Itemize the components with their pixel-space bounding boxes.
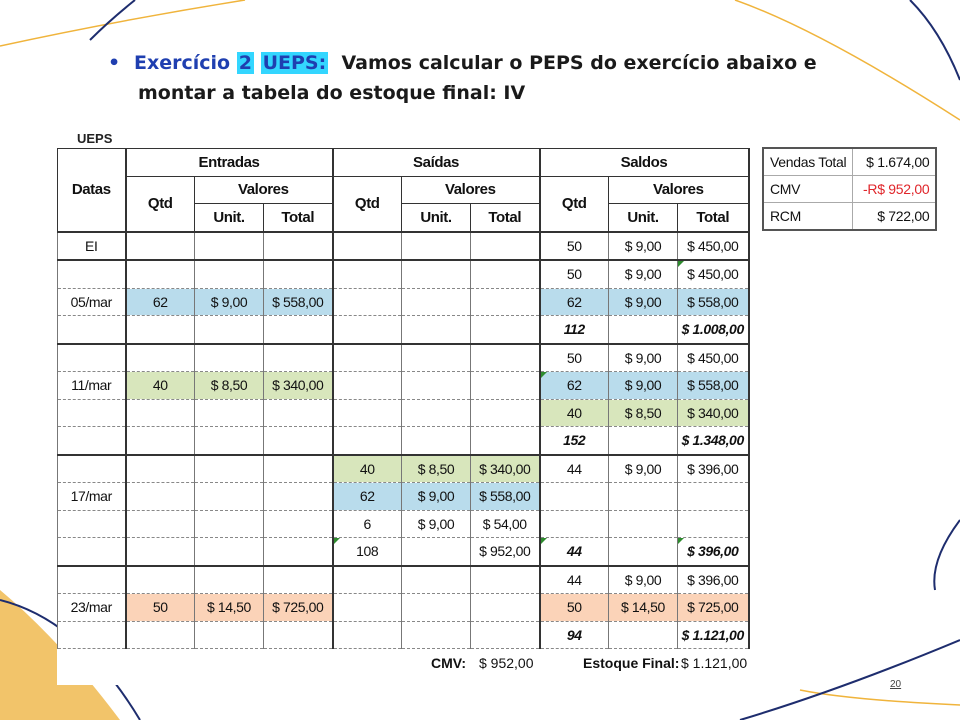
date-cell — [58, 316, 126, 344]
saldos-total-cell: $ 725,00 — [678, 594, 749, 622]
table-row — [58, 288, 749, 316]
saldos-total-cell — [678, 510, 749, 538]
saldos-total-cell: $ 1.008,00 — [678, 316, 749, 344]
entradas-qtd-cell — [126, 566, 195, 594]
saldos-unit-cell — [609, 316, 678, 344]
saidas-unit-cell — [402, 399, 471, 427]
saldos-total-cell: $ 396,00 — [678, 566, 749, 594]
entradas-qtd-cell — [126, 399, 195, 427]
saidas-total-cell — [471, 260, 540, 288]
vendas-total-label: Vendas Total — [763, 148, 853, 176]
header-saldos-valores: Valores — [609, 176, 749, 204]
header-saldos-total: Total — [678, 204, 749, 232]
table-row — [58, 483, 749, 511]
saldos-total-cell: $ 450,00 — [678, 260, 749, 288]
date-cell: 17/mar — [58, 483, 126, 511]
saidas-total-cell — [471, 232, 540, 261]
saldos-total-cell: $ 558,00 — [678, 372, 749, 400]
inventory-table — [57, 148, 750, 649]
saidas-unit-cell — [402, 566, 471, 594]
saldos-qtd-cell: 62 — [540, 288, 609, 316]
ueps-spreadsheet — [57, 123, 757, 685]
saidas-total-cell — [471, 372, 540, 400]
table-row — [58, 232, 749, 261]
entradas-unit-cell — [195, 538, 264, 566]
saidas-total-cell: $ 558,00 — [471, 483, 540, 511]
saldos-qtd-cell: 112 — [540, 316, 609, 344]
entradas-unit-cell — [195, 455, 264, 483]
entradas-total-cell — [264, 483, 333, 511]
sheet-title: UEPS — [77, 131, 113, 146]
saidas-unit-cell — [402, 316, 471, 344]
rcm-value: $ 722,00 — [853, 203, 937, 231]
entradas-unit-cell — [195, 316, 264, 344]
date-cell — [58, 344, 126, 372]
saidas-qtd-cell — [333, 427, 402, 455]
table-row — [58, 538, 749, 566]
entradas-qtd-cell — [126, 260, 195, 288]
saldos-unit-cell — [609, 427, 678, 455]
entradas-total-cell — [264, 316, 333, 344]
saidas-qtd-cell — [333, 372, 402, 400]
entradas-unit-cell: $ 8,50 — [195, 372, 264, 400]
header-saldos: Saldos — [540, 149, 749, 177]
entradas-unit-cell: $ 9,00 — [195, 288, 264, 316]
saldos-unit-cell: $ 9,00 — [609, 260, 678, 288]
bullet-icon: • — [108, 52, 121, 74]
saidas-total-cell — [471, 344, 540, 372]
entradas-unit-cell — [195, 399, 264, 427]
entradas-qtd-cell: 40 — [126, 372, 195, 400]
saldos-qtd-cell: 50 — [540, 260, 609, 288]
saldos-qtd-cell: 50 — [540, 344, 609, 372]
entradas-total-cell — [264, 510, 333, 538]
saldos-total-cell: $ 1.121,00 — [678, 621, 749, 649]
saidas-total-cell: $ 952,00 — [471, 538, 540, 566]
saidas-qtd-cell — [333, 316, 402, 344]
header-saldos-qtd: Qtd — [540, 176, 609, 232]
entradas-qtd-cell: 62 — [126, 288, 195, 316]
entradas-total-cell — [264, 399, 333, 427]
saldos-qtd-cell: 44 — [540, 455, 609, 483]
vendas-total-value: $ 1.674,00 — [853, 148, 937, 176]
saldos-qtd-cell: 50 — [540, 594, 609, 622]
saidas-unit-cell — [402, 288, 471, 316]
rcm-label: RCM — [763, 203, 853, 231]
table-row — [58, 260, 749, 288]
heading-instruction-line2: montar a tabela do estoque final: IV — [138, 82, 526, 104]
saidas-total-cell — [471, 621, 540, 649]
heading-instruction-line1: Vamos calcular o PEPS do exercício abaixo e — [341, 52, 817, 74]
saldos-qtd-cell: 94 — [540, 621, 609, 649]
saldos-unit-cell — [609, 538, 678, 566]
header-saidas-qtd: Qtd — [333, 176, 402, 232]
saidas-total-cell: $ 340,00 — [471, 455, 540, 483]
saidas-qtd-cell — [333, 260, 402, 288]
entradas-qtd-cell: 50 — [126, 594, 195, 622]
footer-cmv-value: $ 952,00 — [479, 655, 534, 671]
saldos-qtd-cell: 44 — [540, 566, 609, 594]
entradas-qtd-cell — [126, 316, 195, 344]
saidas-total-cell — [471, 399, 540, 427]
saidas-unit-cell: $ 9,00 — [402, 483, 471, 511]
saldos-total-cell: $ 396,00 — [678, 538, 749, 566]
entradas-total-cell — [264, 621, 333, 649]
table-row — [58, 372, 749, 400]
entradas-qtd-cell — [126, 455, 195, 483]
entradas-unit-cell — [195, 483, 264, 511]
saldos-qtd-cell: 50 — [540, 232, 609, 261]
footer-cmv-label: CMV: — [431, 655, 466, 671]
saldos-total-cell: $ 396,00 — [678, 455, 749, 483]
saldos-unit-cell: $ 9,00 — [609, 232, 678, 261]
saidas-unit-cell: $ 8,50 — [402, 455, 471, 483]
table-row — [58, 455, 749, 483]
saidas-total-cell — [471, 288, 540, 316]
entradas-unit-cell: $ 14,50 — [195, 594, 264, 622]
footer-estoque-label: Estoque Final: — [583, 655, 680, 671]
saldos-total-cell: $ 450,00 — [678, 232, 749, 261]
table-row — [58, 427, 749, 455]
saidas-qtd-cell — [333, 344, 402, 372]
saidas-qtd-cell — [333, 399, 402, 427]
entradas-total-cell — [264, 232, 333, 261]
saidas-total-cell — [471, 427, 540, 455]
header-saidas: Saídas — [333, 149, 540, 177]
header-entradas: Entradas — [126, 149, 333, 177]
saidas-qtd-cell: 62 — [333, 483, 402, 511]
saidas-unit-cell: $ 9,00 — [402, 510, 471, 538]
header-entradas-qtd: Qtd — [126, 176, 195, 232]
cmv-label: CMV — [763, 176, 853, 203]
entradas-qtd-cell — [126, 510, 195, 538]
saldos-unit-cell — [609, 621, 678, 649]
entradas-total-cell — [264, 427, 333, 455]
saidas-qtd-cell — [333, 232, 402, 261]
date-cell — [58, 621, 126, 649]
entradas-total-cell — [264, 566, 333, 594]
saidas-qtd-cell — [333, 621, 402, 649]
saidas-total-cell — [471, 566, 540, 594]
entradas-qtd-cell — [126, 621, 195, 649]
saldos-unit-cell: $ 9,00 — [609, 372, 678, 400]
table-row — [58, 594, 749, 622]
entradas-total-cell: $ 340,00 — [264, 372, 333, 400]
saidas-total-cell — [471, 316, 540, 344]
saldos-qtd-cell: 40 — [540, 399, 609, 427]
entradas-total-cell — [264, 538, 333, 566]
entradas-qtd-cell — [126, 538, 195, 566]
entradas-qtd-cell — [126, 427, 195, 455]
date-cell — [58, 566, 126, 594]
date-cell: 11/mar — [58, 372, 126, 400]
date-cell: 23/mar — [58, 594, 126, 622]
saldos-unit-cell: $ 8,50 — [609, 399, 678, 427]
saidas-unit-cell — [402, 594, 471, 622]
saidas-total-cell: $ 54,00 — [471, 510, 540, 538]
date-cell — [58, 455, 126, 483]
table-row — [58, 510, 749, 538]
saidas-unit-cell — [402, 260, 471, 288]
entradas-total-cell: $ 558,00 — [264, 288, 333, 316]
table-row — [58, 316, 749, 344]
header-saidas-valores: Valores — [402, 176, 540, 204]
saidas-unit-cell — [402, 538, 471, 566]
saldos-total-cell — [678, 483, 749, 511]
saldos-qtd-cell: 44 — [540, 538, 609, 566]
saidas-unit-cell — [402, 621, 471, 649]
saidas-qtd-cell — [333, 566, 402, 594]
saidas-qtd-cell: 40 — [333, 455, 402, 483]
heading-exercicio: Exercício — [134, 52, 231, 74]
entradas-qtd-cell — [126, 232, 195, 261]
saidas-unit-cell — [402, 372, 471, 400]
date-cell — [58, 260, 126, 288]
date-cell — [58, 399, 126, 427]
cmv-value: -R$ 952,00 — [853, 176, 937, 203]
date-cell — [58, 538, 126, 566]
saldos-unit-cell: $ 14,50 — [609, 594, 678, 622]
saidas-qtd-cell — [333, 288, 402, 316]
results-summary-box — [762, 147, 937, 231]
entradas-total-cell: $ 725,00 — [264, 594, 333, 622]
saldos-unit-cell — [609, 483, 678, 511]
entradas-unit-cell — [195, 260, 264, 288]
entradas-unit-cell — [195, 427, 264, 455]
saldos-total-cell: $ 340,00 — [678, 399, 749, 427]
saldos-qtd-cell — [540, 510, 609, 538]
saldos-total-cell: $ 1.348,00 — [678, 427, 749, 455]
header-entradas-valores: Valores — [195, 176, 333, 204]
saldos-qtd-cell: 152 — [540, 427, 609, 455]
sheet-footer — [57, 651, 757, 677]
saldos-total-cell: $ 450,00 — [678, 344, 749, 372]
saldos-unit-cell: $ 9,00 — [609, 288, 678, 316]
saidas-qtd-cell: 108 — [333, 538, 402, 566]
saidas-unit-cell — [402, 232, 471, 261]
table-row — [58, 344, 749, 372]
date-cell: EI — [58, 232, 126, 261]
entradas-total-cell — [264, 260, 333, 288]
table-row — [58, 399, 749, 427]
header-saidas-total: Total — [471, 204, 540, 232]
entradas-unit-cell — [195, 232, 264, 261]
saidas-qtd-cell: 6 — [333, 510, 402, 538]
table-row — [58, 566, 749, 594]
saidas-total-cell — [471, 594, 540, 622]
saldos-qtd-cell — [540, 483, 609, 511]
date-cell — [58, 510, 126, 538]
saldos-qtd-cell: 62 — [540, 372, 609, 400]
table-row — [58, 621, 749, 649]
saidas-unit-cell — [402, 427, 471, 455]
header-entradas-unit: Unit. — [195, 204, 264, 232]
saldos-total-cell: $ 558,00 — [678, 288, 749, 316]
date-cell: 05/mar — [58, 288, 126, 316]
heading-number: 2 — [238, 52, 252, 74]
saldos-unit-cell: $ 9,00 — [609, 344, 678, 372]
heading-ueps: UEPS: — [262, 52, 327, 74]
entradas-qtd-cell — [126, 344, 195, 372]
header-entradas-total: Total — [264, 204, 333, 232]
saldos-unit-cell — [609, 510, 678, 538]
entradas-qtd-cell — [126, 483, 195, 511]
entradas-total-cell — [264, 344, 333, 372]
entradas-unit-cell — [195, 344, 264, 372]
entradas-total-cell — [264, 455, 333, 483]
exercise-heading — [108, 48, 882, 108]
header-saidas-unit: Unit. — [402, 204, 471, 232]
saldos-unit-cell: $ 9,00 — [609, 455, 678, 483]
date-cell — [58, 427, 126, 455]
header-datas: Datas — [58, 149, 126, 232]
entradas-unit-cell — [195, 566, 264, 594]
header-saldos-unit: Unit. — [609, 204, 678, 232]
saldos-unit-cell: $ 9,00 — [609, 566, 678, 594]
entradas-unit-cell — [195, 510, 264, 538]
entradas-unit-cell — [195, 621, 264, 649]
saidas-qtd-cell — [333, 594, 402, 622]
page-number: 20 — [890, 679, 902, 690]
saidas-unit-cell — [402, 344, 471, 372]
footer-estoque-value: $ 1.121,00 — [681, 655, 748, 671]
